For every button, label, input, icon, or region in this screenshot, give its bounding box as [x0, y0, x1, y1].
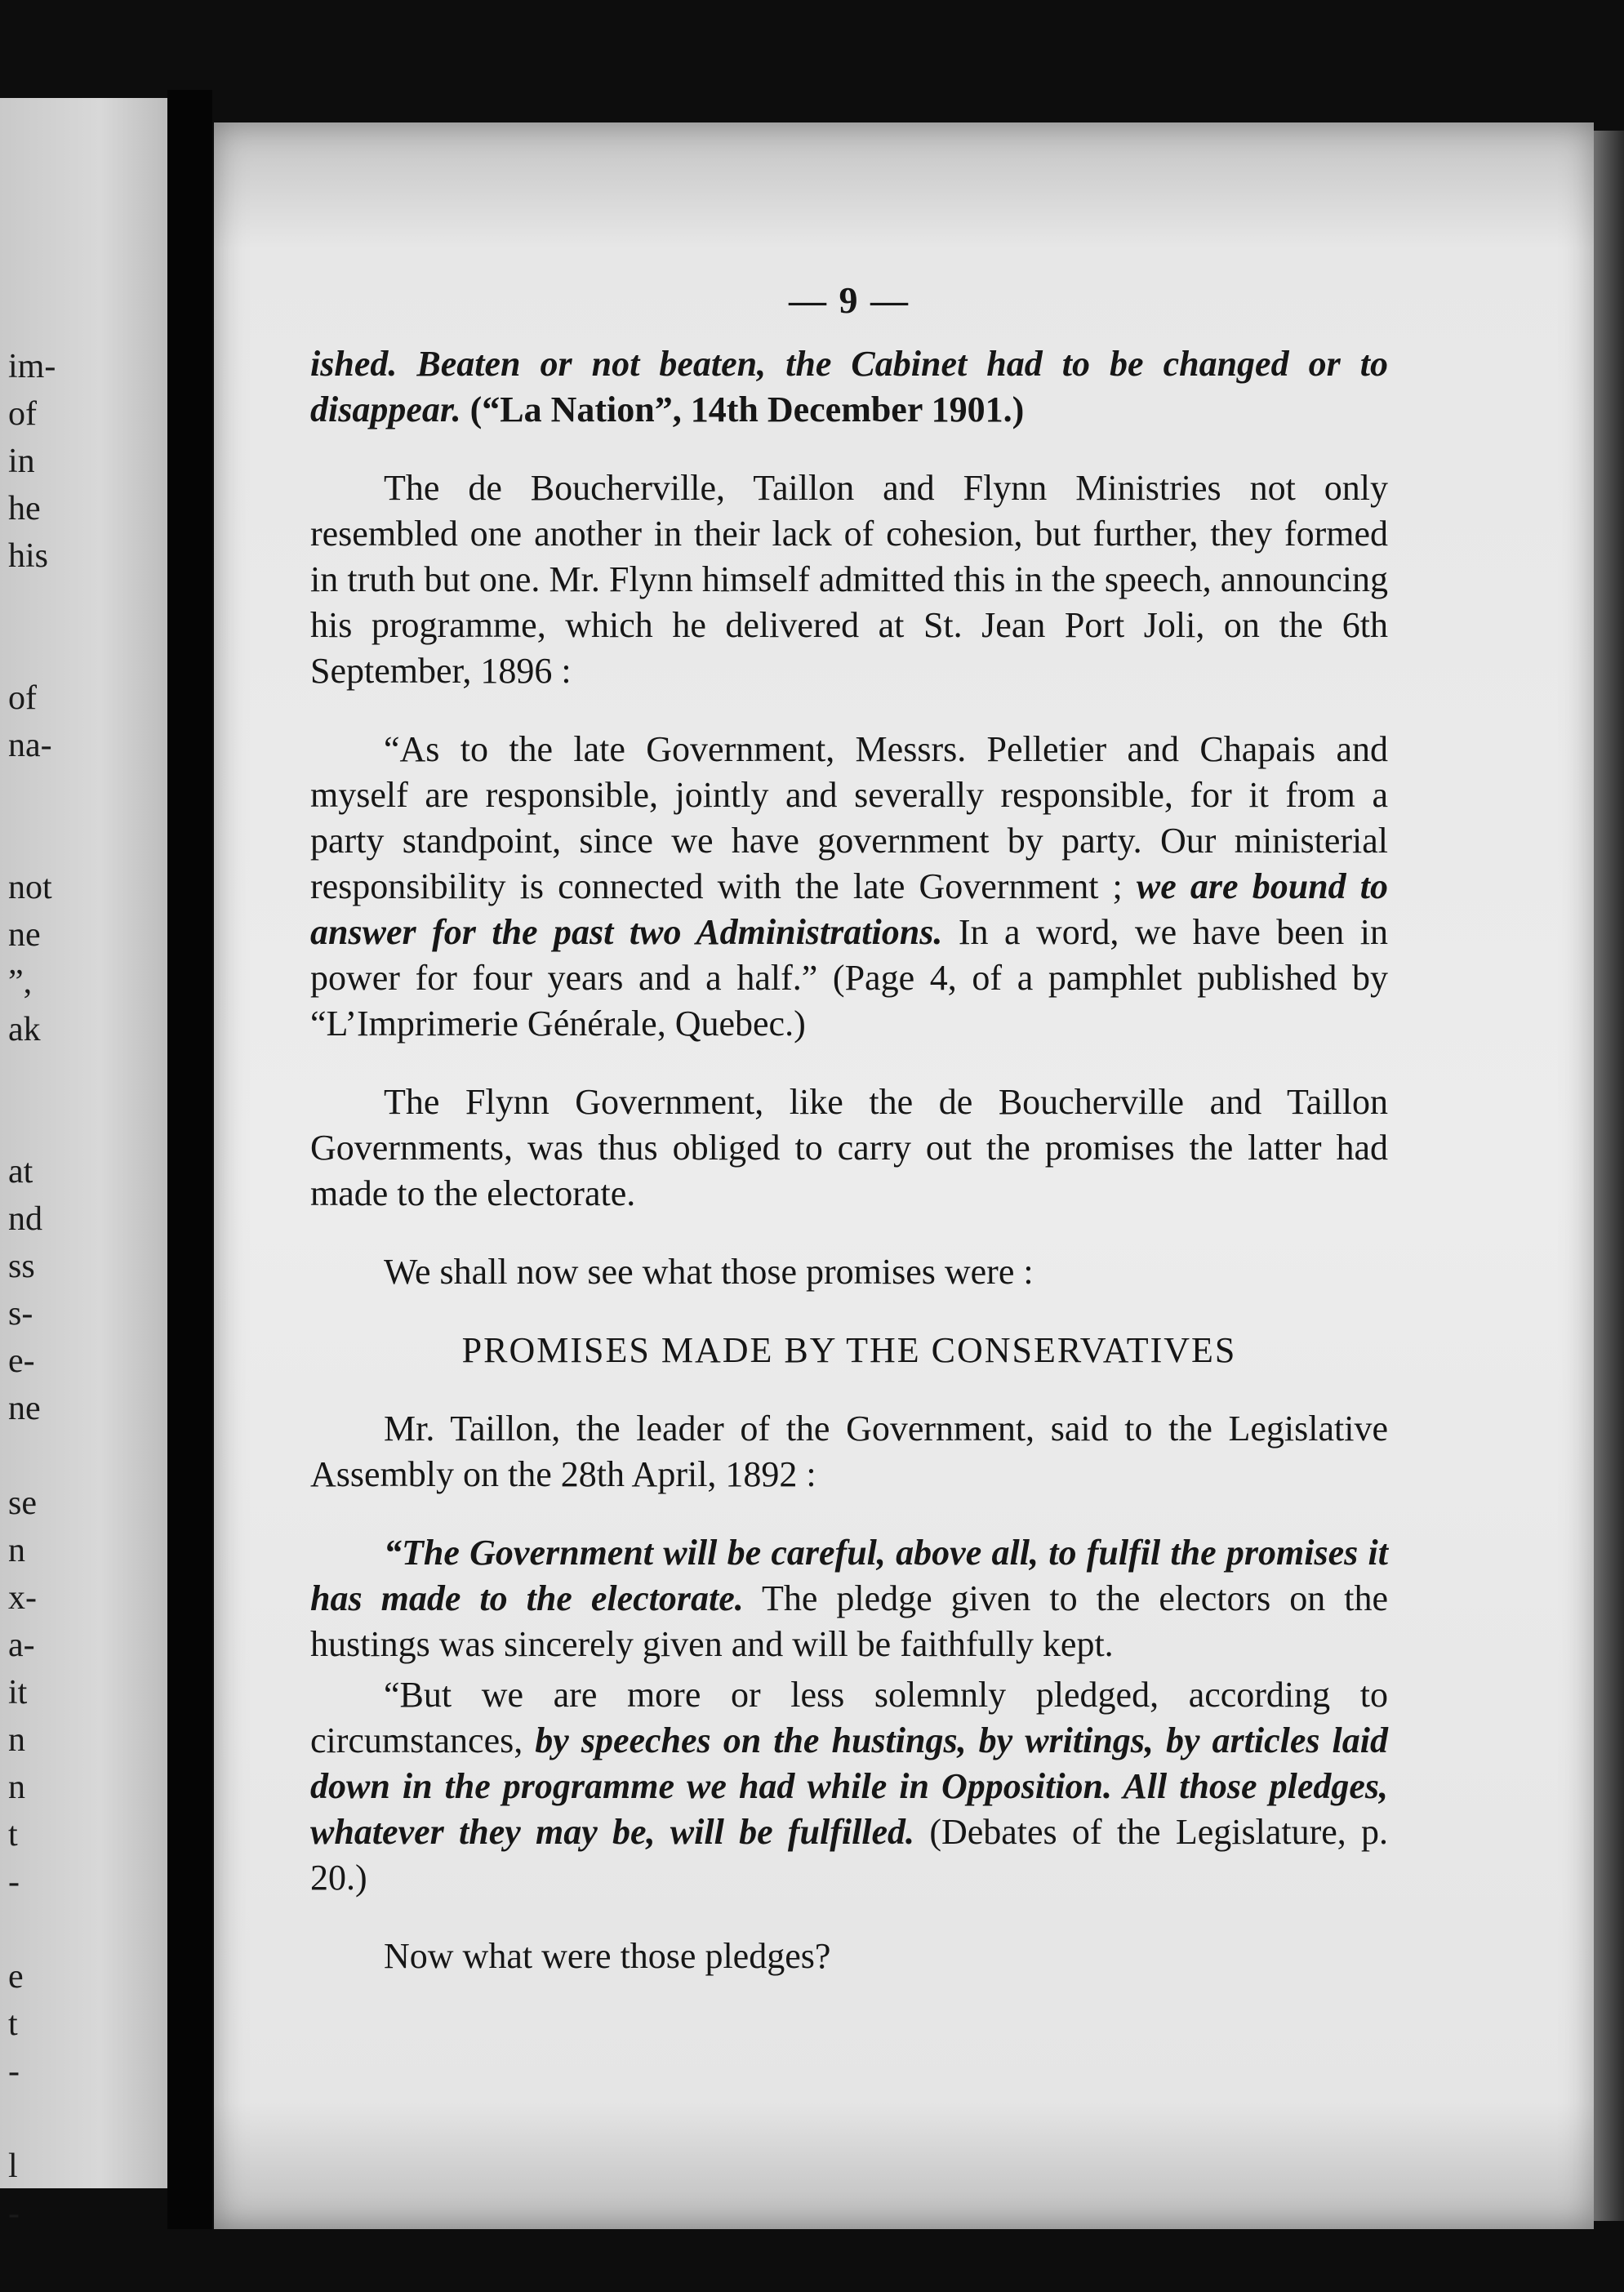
facing-page-fragment: s- — [8, 1295, 33, 1333]
paragraph-taillon: Mr. Taillon, the leader of the Government, said to the Legislative Assembly on the 28th April, 1892 : — [310, 1409, 1388, 1494]
quote-emphasis: we are bound to answer for the past two Administrations. — [310, 866, 1389, 952]
paragraph-ministries: The de Boucherville, Taillon and Flynn Ministries not only resembled one another in their lack of cohesion, but further, they formed in truth but one. Mr. Flynn himself admitted this in the speech, announcing his programme, which he delivered at St. Jean Port Joli, on the 6th September, 1896 : — [310, 468, 1388, 691]
facing-page-fragment: n — [8, 1769, 25, 1806]
facing-page-fragments — [0, 343, 167, 2237]
facing-page-fragment — [8, 1053, 167, 1101]
paragraph-closing-question: Now what were those pledges? — [384, 1936, 831, 1976]
facing-page-fragment: l — [8, 2147, 18, 2185]
page-edge — [1594, 131, 1624, 2221]
facing-page-fragment: t — [8, 2005, 18, 2043]
facing-page-fragment — [8, 769, 167, 817]
facing-page-fragment: se — [8, 1484, 37, 1522]
facing-page-fragment: t — [8, 1816, 18, 1854]
facing-page-fragment — [8, 627, 167, 674]
facing-page-fragment: not — [8, 869, 52, 906]
facing-page-fragment — [8, 1101, 167, 1148]
paragraph-promises-intro: We shall now see what those promises were : — [384, 1252, 1034, 1292]
quote-emphasis: by speeches on the hustings, by writings, by articles laid down in the programme we had while in Opposition. All those pledges, whatever they may be, will be fulfilled. — [310, 1720, 1389, 1852]
quote-taillon-1 — [310, 1530, 1388, 1667]
page-number: — 9 — — [789, 279, 910, 321]
facing-page-fragment: ak — [8, 1011, 41, 1048]
facing-page-fragment: nd — [8, 1200, 42, 1238]
facing-page-fragment: - — [8, 2195, 20, 2232]
facing-page-fragment: of — [8, 679, 37, 717]
quote-taillon-2 — [310, 1672, 1388, 1901]
facing-page-fragment: ne — [8, 1390, 41, 1427]
facing-page-fragment: his — [8, 537, 49, 575]
facing-page-fragment: - — [8, 1863, 20, 1901]
page-text — [310, 278, 1388, 2012]
facing-page-fragment: ”, — [8, 964, 33, 1001]
facing-page-fragment — [8, 2095, 167, 2143]
quote-text: The pledge given to the electors on the hustings was sincerely given and will be faithfully kept. — [310, 1578, 1388, 1664]
facing-page-fragment — [8, 1432, 167, 1480]
facing-page-fragment: n — [8, 1721, 25, 1759]
facing-page-fragment: ss — [8, 1248, 35, 1285]
quote-text: “But we are more or less solemnly pledged, according to circumstances, — [310, 1675, 1388, 1760]
quote-source: In a word, we have been in power for four years and a half.” (Page 4, of a pamphlet published by “L’Imprimerie Générale, Quebec.) — [310, 912, 1388, 1044]
emphasis-text: ished. Beaten or not beaten, the Cabinet had to be changed or to disappear. — [310, 344, 1388, 429]
facing-page — [0, 98, 167, 2232]
facing-page-fragment: na- — [8, 727, 52, 764]
facing-page-fragment: e — [8, 1958, 24, 1996]
quote-emphasis: “The Government will be careful, above all, to fulfil the promises it has made to the electorate. — [310, 1533, 1388, 1618]
facing-page-fragment: in — [8, 443, 35, 480]
quote-flynn — [310, 727, 1388, 1047]
facing-page-fragment — [8, 580, 167, 627]
paragraph-continuation — [310, 341, 1388, 433]
quote-text: “As to the late Government, Messrs. Pelletier and Chapais and myself are responsible, jointly and severally responsible, for it from a party standpoint, since we have government by party. Our ministerial responsibility is connected with the late Government ; — [310, 729, 1388, 906]
facing-page-fragment: of — [8, 395, 37, 433]
facing-page-fragment: a- — [8, 1627, 35, 1664]
quote-source: (Debates of the Legislature, p. 20.) — [310, 1812, 1389, 1898]
facing-page-fragment: - — [8, 2053, 20, 2090]
facing-page-fragment: im- — [8, 348, 56, 385]
citation-text: (“La Nation”, 14th December 1901.) — [461, 389, 1025, 429]
facing-page-fragment: at — [8, 1153, 33, 1191]
facing-page-fragment — [8, 817, 167, 864]
section-heading: PROMISES MADE BY THE CONSERVATIVES — [461, 1330, 1237, 1370]
book-gutter — [167, 90, 212, 2229]
facing-page-fragment: e- — [8, 1342, 35, 1380]
paragraph-flynn-government: The Flynn Government, like the de Boucherville and Taillon Governments, was thus obliged to carry out the promises the latter had made to the electorate. — [310, 1082, 1388, 1213]
facing-page-fragment: he — [8, 490, 41, 527]
facing-page-fragment: n — [8, 1532, 25, 1569]
facing-page-fragment: it — [8, 1674, 28, 1711]
facing-page-fragment: x- — [8, 1579, 37, 1617]
facing-page-fragment: ne — [8, 916, 41, 954]
facing-page-fragment — [8, 1906, 167, 1953]
